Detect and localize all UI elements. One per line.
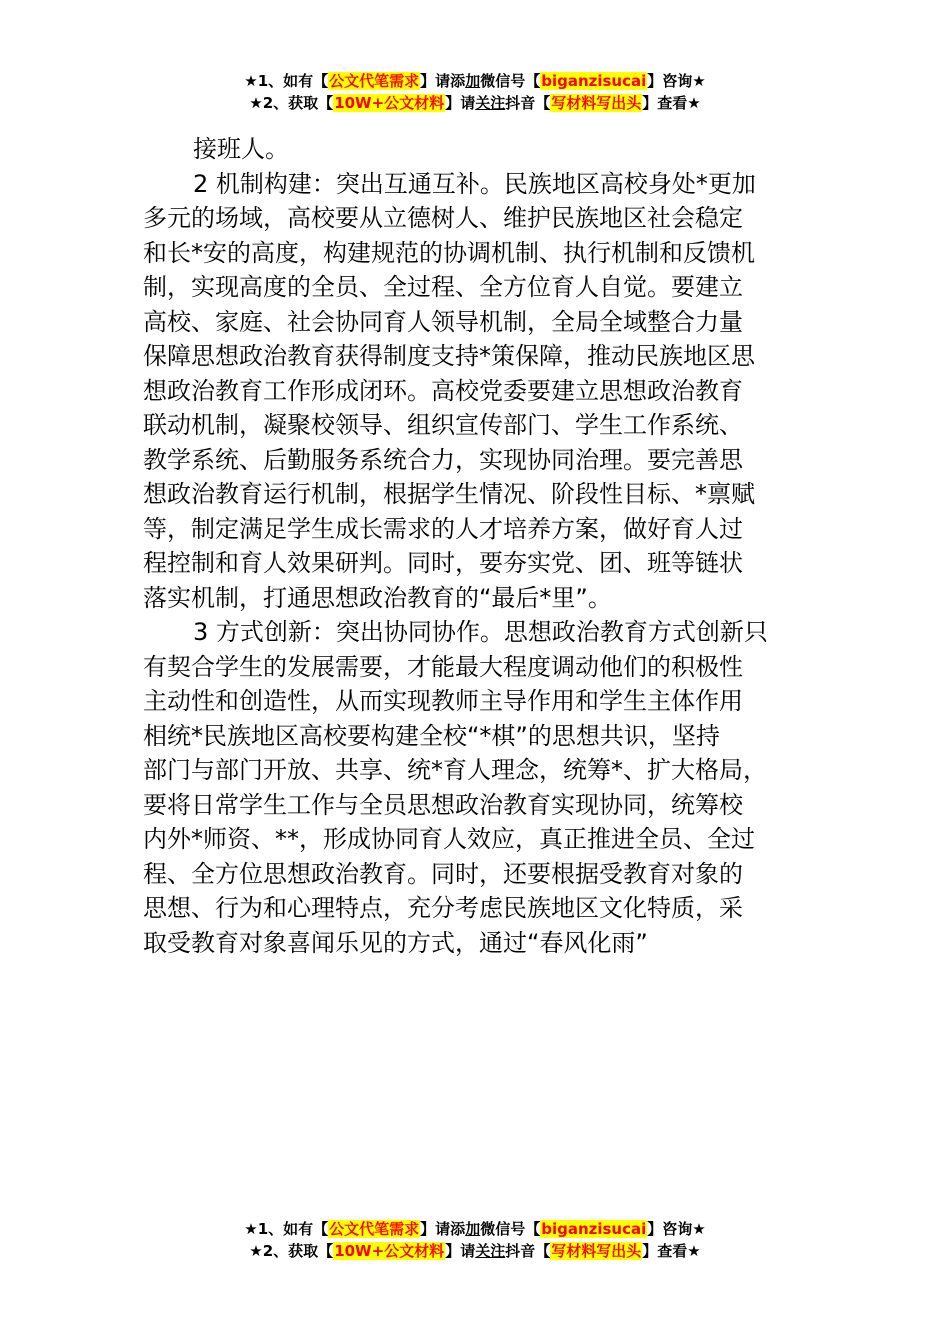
footer-line-1-mid2: 微信号【 [480, 1220, 541, 1238]
header-line-2-prefix: ★2、获取【 [249, 94, 334, 112]
text-line: 程、全方位思想政治教育。同时，还要根据受教育对象的 [143, 859, 743, 888]
header-line-1-suffix: 】咨询★ [647, 72, 706, 90]
text-line: 内外*师资、**，形成协同育人效应，真正推进全员、全过 [143, 825, 755, 853]
document-body [143, 132, 809, 960]
header-line-2-mid1: 】请 [445, 94, 476, 112]
paragraph-continuation [143, 132, 809, 167]
text-line: 相统*民族地区高校要构建全校“*棋”的思想共识，坚持 [143, 721, 720, 750]
footer-line-2-mid2: 抖音【 [505, 1242, 551, 1260]
header-service-highlight: 公文代笔需求 [329, 72, 420, 90]
text-line: 2 机制构建：突出互通互补。民族地区高校身处*更加 [193, 169, 756, 198]
header-line-1-prefix: ★1、如有【 [244, 72, 329, 90]
text-line: 主动性和创造性，从而实现教师主导作用和学生主体作用 [143, 687, 743, 715]
paragraph-mechanism [143, 167, 809, 616]
header-banner [0, 70, 950, 114]
text-line: 联动机制，凝聚校领导、组织宣传部门、学生工作系统、 [143, 411, 743, 439]
footer-line-1-mid1: 】请添 [420, 1220, 466, 1238]
footer-wechat-id: biganzisucai [541, 1220, 647, 1238]
text-line: 思想、行为和心理特点，充分考虑民族地区文化特质，采 [143, 894, 743, 922]
text-line: 部门与部门开放、共享、统*育人理念，统筹*、扩大格局， [143, 756, 767, 784]
footer-banner [0, 1218, 950, 1262]
header-line-1-mid1: 】请添 [420, 72, 466, 90]
footer-line-2-underlined: 关注 [475, 1242, 506, 1260]
header-line-2 [0, 92, 950, 114]
text-line: 多元的场域，高校要从立德树人、维护民族地区社会稳定 [143, 204, 743, 232]
text-line: 3 方式创新：突出协同协作。思想政治教育方式创新只 [193, 618, 768, 646]
text-line: 保障思想政治教育获得制度支持*策保障，推动民族地区思 [143, 342, 755, 370]
text-line: 取受教育对象喜闻乐见的方式，通过“春风化雨” [143, 928, 648, 957]
header-line-2-suffix: 】查看★ [642, 94, 701, 112]
text-line: 等，制定满足学生成长需求的人才培养方案，做好育人过 [143, 514, 743, 543]
header-line-1 [0, 70, 950, 92]
text-line: 想政治教育工作形成闭环。高校党委要建立思想政治教育 [143, 376, 743, 405]
header-line-1-mid2: 微信号【 [480, 72, 541, 90]
header-douyin-account: 写材料写出头 [551, 94, 642, 112]
footer-line-2-mid1: 】请 [445, 1242, 476, 1260]
footer-line-1-prefix: ★1、如有【 [244, 1220, 329, 1238]
text-line: 教学系统、后勤服务系统合力，实现协同治理。要完善思 [143, 445, 743, 474]
header-wechat-id: biganzisucai [541, 72, 647, 90]
header-line-2-mid2: 抖音【 [505, 94, 551, 112]
text-line: 想政治教育运行机制，根据学生情况、阶段性目标、*禀赋 [143, 480, 755, 508]
header-line-2-underlined: 关注 [475, 94, 506, 112]
text-line: 高校、家庭、社会协同育人领导机制，全局全域整合力量 [143, 307, 743, 336]
paragraph-method [143, 615, 809, 960]
header-materials-highlight: 10W+公文材料 [334, 94, 445, 112]
footer-service-highlight: 公文代笔需求 [329, 1220, 420, 1238]
text-line: 程控制和育人效果研判。同时，要夯实党、团、班等链状 [143, 549, 743, 577]
text-line: 要将日常学生工作与全员思想政治教育实现协同，统筹校 [143, 790, 743, 819]
text-line: 制，实现高度的全员、全过程、全方位育人自觉。要建立 [143, 273, 743, 301]
footer-line-2-suffix: 】查看★ [642, 1242, 701, 1260]
header-line-1-underlined: 加 [465, 72, 481, 90]
footer-line-1 [0, 1218, 950, 1240]
text-line: 落实机制，打通思想政治教育的“最后*里”。 [143, 583, 612, 612]
text-line: 和长*安的高度，构建规范的协调机制、执行机制和反馈机 [143, 238, 755, 267]
text-line: 接班人。 [193, 135, 289, 163]
footer-materials-highlight: 10W+公文材料 [334, 1242, 445, 1260]
text-line: 有契合学生的发展需要，才能最大程度调动他们的积极性 [143, 652, 743, 681]
footer-line-1-suffix: 】咨询★ [647, 1220, 706, 1238]
footer-line-2 [0, 1240, 950, 1262]
footer-line-2-prefix: ★2、获取【 [249, 1242, 334, 1260]
footer-line-1-underlined: 加 [465, 1220, 481, 1238]
footer-douyin-account: 写材料写出头 [551, 1242, 642, 1260]
